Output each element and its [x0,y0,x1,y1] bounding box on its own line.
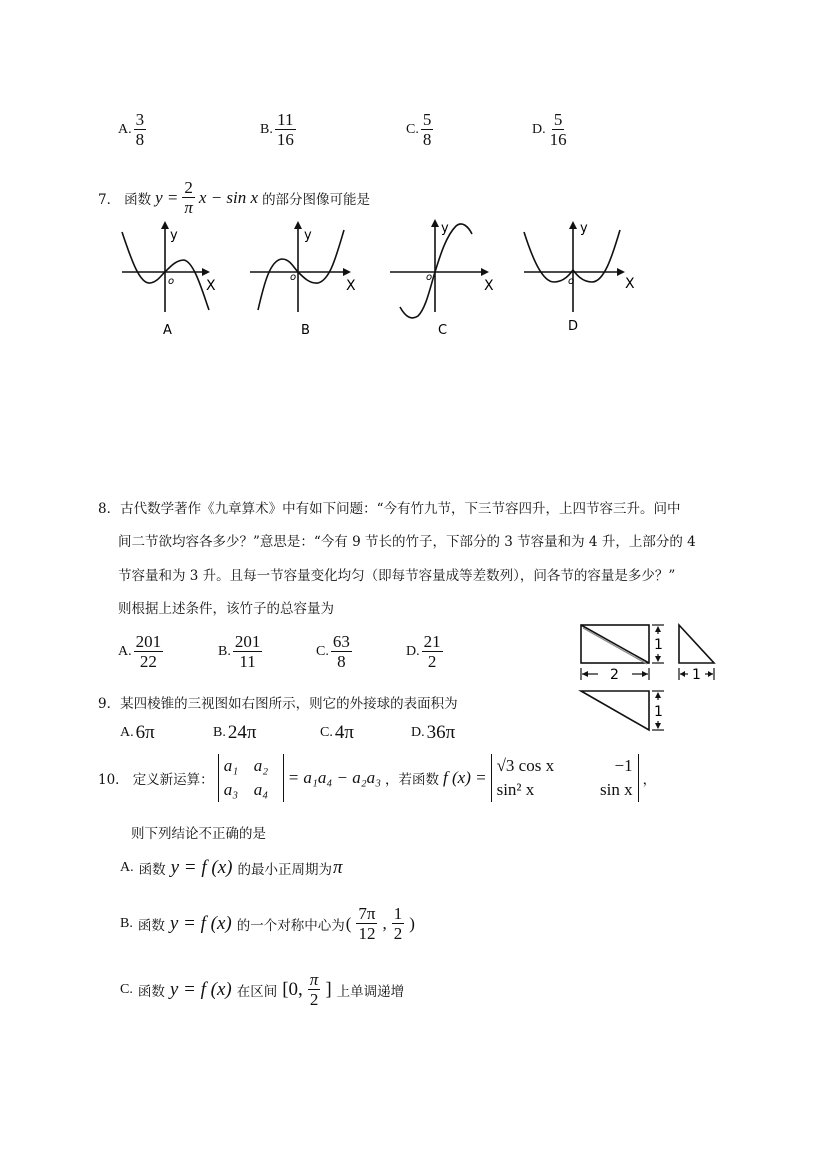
math-expr: y = f (x) [170,857,233,878]
arrow-icon [161,221,169,229]
det-entry: a₂ [253,756,269,775]
denominator: 2 [309,990,319,1009]
option-text: 函数 [137,983,165,1000]
graph-label: A [163,323,172,338]
graph-b [250,221,356,338]
option-label: D. [532,121,546,137]
det-entry: a₃ [223,780,239,799]
denominator: 8 [422,130,432,149]
denominator: π [184,198,193,217]
stem-text: 函数 [124,191,152,208]
top-view [581,691,664,730]
option-value: 36π [426,722,456,743]
option-label: A. [118,121,132,137]
denominator: 22 [139,652,157,671]
q7-graphs [110,212,650,342]
graph-c [390,219,494,338]
arrow-icon [582,671,588,677]
det-entry: sin x [600,780,633,799]
side-triangle [679,625,714,663]
math-expr: π [333,857,343,878]
fraction [233,632,263,671]
option-label: B. [260,121,273,137]
x-label: X [484,278,494,294]
det-entry: a₁ [223,756,239,775]
q8-line-2: 间二节欲均容各多少？”意思是：“今有 9 节长的竹子，下部分的 3 节容量和为 4 升，上部分的 4 [118,534,696,550]
math-expr: y = f (x) [169,912,232,934]
q8-option-d [406,632,443,671]
option-label: C. [120,981,133,997]
fraction [134,632,164,671]
math-expr: = a₁a₄ − a₂a₃ [287,768,382,787]
question-number: 10． [98,772,129,788]
graph-label: D [568,319,579,334]
det-entry: −1 [614,756,633,775]
fraction [548,110,569,149]
stem-text: 定义新运算： [132,772,214,788]
math-expr: y = [155,187,179,207]
front-view [581,625,664,683]
graph-label: C [438,323,448,338]
option-value: 4π [334,722,354,743]
arrow-icon [655,656,661,662]
option-label: A. [118,643,132,659]
option-label: D. [406,643,420,659]
denominator: 8 [337,652,346,671]
front-diagonal [581,625,649,663]
option-value: 6π [135,722,155,743]
denominator: 2 [393,924,403,943]
fraction [392,904,405,943]
question-number: 9． [98,696,121,712]
option-value: 24π [227,722,257,743]
arrow-icon [569,221,577,229]
q6-option-d [532,110,569,149]
fraction [422,632,443,671]
arrow-icon [680,671,685,677]
q9-option-a [120,722,155,744]
origin-label: o [426,272,433,283]
numerator: 201 [234,632,261,651]
q8-option-c [316,632,352,671]
curve [524,230,620,282]
option-text: 的最小正周期为 [237,862,332,878]
arrow-icon [655,723,661,729]
option-label: C. [316,643,329,659]
origin-label: o [290,272,297,283]
fraction [421,110,434,149]
origin-label: o [568,276,575,287]
front-height-label: 1 [654,637,663,653]
side-view [679,625,714,683]
numerator: 63 [332,632,350,651]
arrow-icon [294,221,302,229]
numerator: 7π [358,904,376,923]
arrow-icon [642,671,648,677]
side-width-label: 1 [692,667,701,683]
q6-option-b [260,110,296,149]
option-label: B. [218,643,231,659]
option-text: 函数 [138,862,166,878]
arrow-icon [655,626,661,632]
graph-d [524,221,635,334]
question-number: 7． [98,191,121,208]
y-label: y [441,221,449,236]
option-label: C. [320,725,333,740]
det-entry: sin² x [496,780,535,799]
top-triangle [581,691,649,730]
y-label: y [580,221,588,236]
q8-option-b [218,632,262,671]
q8-line-1 [98,497,681,517]
math-expr: x − sin x [198,187,259,207]
question-number: 8． [98,501,121,517]
q10-option-b: B. 函数 y = f (x) 的一个对称中心为 ( $\frac{7\pi}{12}$ , $\frac{1}{2}$ ) [120,904,415,943]
q10-stem [98,754,656,802]
det-entry: a₄ [253,780,269,799]
numerator: 2 [184,178,193,197]
math-expr: f (x) = [443,768,487,787]
q9-option-c [320,722,354,744]
fraction [308,970,321,1009]
numerator: 5 [422,110,432,129]
numerator: 5 [553,110,563,129]
interval-close: ] [325,978,332,1000]
front-width-label: 2 [610,667,619,683]
three-view-diagram [572,618,732,738]
option-label: D. [411,725,425,740]
numerator: 201 [135,632,162,651]
stem-text: 的部分图像可能是 [262,191,371,208]
arrow-icon [202,268,210,276]
arrow-icon [431,219,439,227]
x-label: X [625,276,635,292]
q10-option-c [120,970,404,1009]
top-height-label: 1 [654,704,663,720]
q8-line-4: 则根据上述条件，该竹子的总容量为 [118,601,334,617]
option-label: B. [120,915,133,931]
det-entry: √3 cos x [496,756,555,775]
numerator: π [309,970,319,989]
q9-stem [98,692,458,712]
fraction [134,110,147,149]
arrow-icon [617,268,625,276]
stem-text: ， [642,772,657,788]
q6-option-c [406,110,433,149]
numerator: 21 [423,632,441,651]
y-label: y [304,228,312,243]
x-label: X [206,278,216,294]
denominator: 12 [358,924,376,943]
stem-text: 古代数学著作《九章算术》中有如下问题：“今有竹九节，下三节容四升，上四节容三升。问中 [120,501,681,517]
numerator: 1 [393,904,403,923]
arrow-icon [481,268,489,276]
denominator: 2 [427,652,437,671]
q10-option-a [120,857,343,879]
hidden-line [583,628,647,664]
denominator: 8 [135,130,145,149]
y-label: y [170,228,178,243]
determinant [218,754,284,802]
origin-label: o [168,276,175,287]
stem-text: ，若函数 [385,772,440,788]
fraction [331,632,352,671]
curve [400,224,472,318]
math-expr: y = f (x) [169,978,232,1000]
interval-open: [0, [282,978,303,1000]
denominator: 16 [549,130,567,149]
option-label: A. [120,725,134,740]
fraction [275,110,296,149]
q6-option-a [118,110,146,149]
function-determinant [491,754,639,802]
option-label: C. [406,121,419,137]
q9-option-b [213,722,256,744]
arrow-icon [343,268,351,276]
q8-option-a [118,632,163,671]
option-text: 的一个对称中心为 [236,917,345,934]
q8-line-3: 节容量和为 3 升。且每一节容量变化均匀（即每节容量成等差数列），问各节的容量是多少？” [118,568,676,584]
stem-text: 某四棱锥的三视图如右图所示，则它的外接球的表面积为 [120,696,458,712]
q10-question: 则下列结论不正确的是 [131,826,266,842]
denominator: 11 [239,652,256,671]
option-label: B. [213,725,226,740]
numerator: 11 [277,110,294,129]
option-text: 在区间 [236,983,278,1000]
option-label: A. [120,860,134,875]
arrow-icon [708,671,713,677]
arrow-icon [655,692,661,698]
graph-label: B [301,323,310,338]
denominator: 16 [276,130,294,149]
q9-option-d [411,722,455,744]
curve [258,230,344,310]
x-label: X [346,278,356,294]
graph-a [122,221,216,338]
option-text: 上单调递增 [336,983,405,1000]
fraction [356,904,377,943]
numerator: 3 [135,110,145,129]
option-text: 函数 [137,917,165,934]
